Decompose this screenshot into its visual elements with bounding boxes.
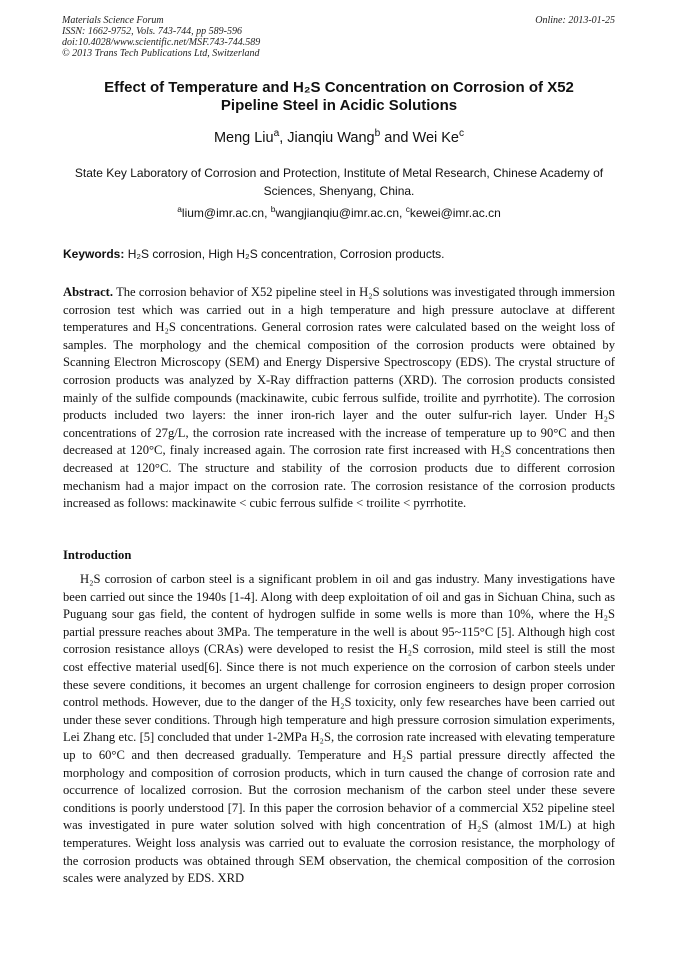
copyright-line: © 2013 Trans Tech Publications Ltd, Switzerland xyxy=(62,48,260,59)
email-list xyxy=(62,206,616,220)
email-3[interactable]: kewei@imr.ac.cn xyxy=(409,206,501,220)
abstract-text: The corrosion behavior of X52 pipeline steel in H₂S solutions was investigated through immersion corrosion test which was carried out in a high temperature and high pressure autoclave at different temperatures and H₂S concentrations. General corrosion rates were calculated based on the weight loss of samples. The morphology and the chemical composition of the corrosion products were obtained by Scanning Electron Microscopy (SEM) and Energy Dispersive Spectroscopy (EDS). The crystal structure of corrosion products was analyzed by X-Ray diffraction patterns (XRD). The corrosion products consisted mainly of the sulfide compounds (mackinawite, cubic ferrous sulfide, troilite and pyrrhotite). The corrosion products included two layers: the inner iron-rich layer and the outer sulfur-rich layer. Under H₂S concentrations of 27g/L, the corrosion rate increased with the increase of temperature up to 90°C and then decreased at 120°C, finaly increased again. The corrosion rate first increased with H₂S concentrations then decreased at 120°C. The structure and stability of the corrosion products due to different corrosion mechanism had a major impact on the corrosion rate. The corrosion resistance of the corrosion products increased as follows: mackinawite < cubic ferrous sulfide < troilite < pyrrhotite. xyxy=(63,285,615,511)
title-line-1: Effect of Temperature and H₂S Concentration on Corrosion of X52 xyxy=(104,79,574,96)
email-1[interactable]: lium@imr.ac.cn, xyxy=(181,206,271,220)
journal-name: Materials Science Forum xyxy=(62,15,164,26)
affiliation xyxy=(62,164,616,200)
affiliation-line-2: Sciences, Shenyang, China. xyxy=(263,184,415,198)
abstract-label: Abstract. xyxy=(63,285,114,299)
journal-header xyxy=(62,15,615,59)
title-line-2: Pipeline Steel in Acidic Solutions xyxy=(220,97,458,114)
author-3-affil-mark: c xyxy=(459,128,465,140)
online-date: Online: 2013-01-25 xyxy=(535,15,615,26)
email-1-mark: a xyxy=(177,204,182,214)
email-2-mark: b xyxy=(270,204,276,214)
author-separator: , xyxy=(279,130,288,146)
keywords xyxy=(63,247,616,261)
section-heading-introduction: Introduction xyxy=(63,548,132,562)
author-1-affil-mark: a xyxy=(273,128,280,140)
doi-line: doi:10.4028/www.scientific.net/MSF.743-744.589 xyxy=(62,37,261,48)
affiliation-line-1: State Key Laboratory of Corrosion and Protection, Institute of Metal Research, Chinese Academy of xyxy=(74,166,604,180)
issn-line: ISSN: 1662-9752, Vols. 743-744, pp 589-596 xyxy=(62,26,242,37)
author-separator: and xyxy=(380,130,413,146)
keywords-text: H₂S corrosion, High H₂S concentration, Corrosion products. xyxy=(124,247,445,261)
author-list xyxy=(60,130,618,146)
email-3-mark: c xyxy=(405,204,410,214)
keywords-label: Keywords: xyxy=(63,247,125,261)
paper-title xyxy=(60,79,618,115)
author-2-affil-mark: b xyxy=(374,128,381,140)
author-2: Jianqiu Wang xyxy=(287,130,375,146)
abstract xyxy=(63,284,615,513)
introduction-paragraph: H₂S corrosion of carbon steel is a significant problem in oil and gas industry. Many investigations have been carried out since the 1940s [1-4]. Along with deep exploitation of oil and gas in Sichuan China, such as Puguang sour gas field, the content of hydrogen sulfide in some wells is more than 10%, where the H₂S partial pressure reaches about 3MPa. The temperature in the well is about 95~115°C [5]. Although high cost corrosion resistance alloys (CRAs) were developed to resist the H₂S corrosion, mild steel is still the most cost effective material used[6]. Since there is not much experience on the corrosion of carbon steels under these severe conditions, it becomes an urgent challenge for corrosion engineers to design proper corrosion control methods. However, due to the danger of the H₂S toxicity, only few researches have been carried out under these sever conditions. Through high temperature and high pressure corrosion simulation experiments, Lei Zhang etc. [5] concluded that under 1-2MPa H₂S, the corrosion rate increased with elevating temperature up to 60°C and then decreased gradually. Temperature and H₂S partial pressure directly affected the morphology and composition of corrosion products, which in turn caused the change of corrosion rate and occurrence of localized corrosion. But the corrosion mechanism of the carbon steel under these severe conditions is poorly understood [7]. In this paper the corrosion behavior of a commercial X52 pipeline steel was investigated in pure water solution solved with high concentration of H₂S (almost 1M/L) at high temperatures. Weight loss analysis was carried out to evaluate the corrosion resistance, the morphology of the corrosion products was obtained through SEM observation, the chemical composition of the corrosion scales were analyzed by EDS. XRD xyxy=(63,572,615,886)
email-2[interactable]: wangjianqiu@imr.ac.cn, xyxy=(275,206,406,220)
author-1: Meng Liu xyxy=(213,130,274,146)
author-3: Wei Ke xyxy=(412,130,459,146)
